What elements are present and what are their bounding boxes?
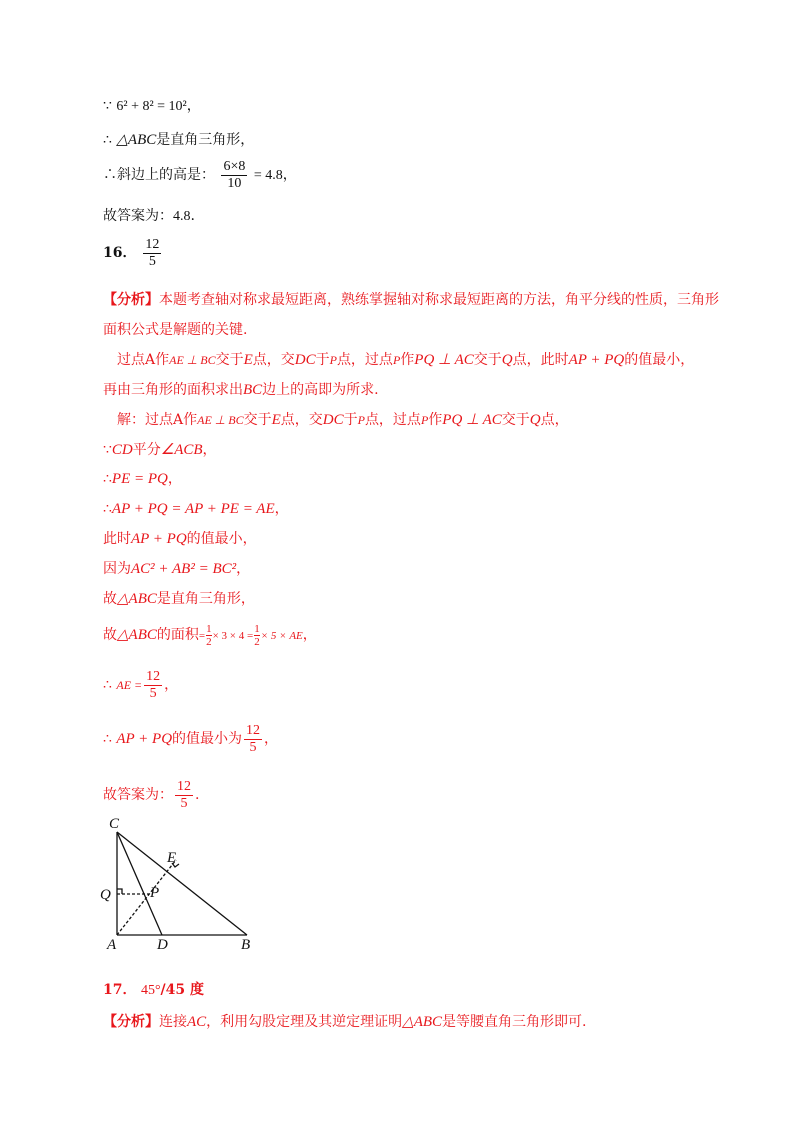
math: P [420, 413, 429, 427]
math: AC [187, 1014, 207, 1030]
text: 解：过点A作 [117, 412, 198, 428]
math: AP + PQ [568, 352, 625, 368]
math: PE = PQ [111, 471, 168, 487]
text: 交于 [473, 352, 502, 368]
text: 故答案为： [103, 208, 173, 224]
text: 的值最小为 [172, 731, 243, 747]
punct: ， [167, 471, 182, 487]
triangle-figure [95, 815, 270, 955]
denominator: 5 [249, 739, 257, 755]
therefore-symbol: ∴ [103, 167, 117, 183]
text: 面积公式是解题的关键. [103, 322, 248, 338]
label-q: Q [100, 887, 111, 903]
math: AE ⊥ BC [169, 353, 216, 367]
answer-fraction [143, 237, 161, 270]
solution-16-line-1 [117, 410, 569, 430]
math: AP + PQ [131, 531, 187, 547]
text: 是直角三角形， [156, 591, 255, 607]
text: 过点A作 [117, 352, 170, 368]
math: △ABC [117, 627, 157, 643]
punct: ， [274, 501, 289, 517]
numerator: 1 [254, 622, 260, 635]
denominator: 2 [206, 635, 212, 648]
text: 作 [400, 352, 415, 368]
text: 连接 [159, 1014, 187, 1030]
math: P [392, 353, 401, 367]
solution-16-line-8 [103, 620, 317, 651]
text: 点，交 [252, 352, 295, 368]
text: 斜边上的高是： [117, 167, 215, 183]
math: × 5 × AE [260, 630, 303, 642]
text: 于 [315, 352, 330, 368]
punct: ， [236, 561, 251, 577]
solution-16-line-6 [103, 559, 250, 579]
reason-line-1 [103, 96, 201, 117]
punct: . [190, 208, 195, 224]
math: E [271, 412, 281, 428]
text: 故答案为： [103, 787, 173, 803]
triangle-abc: △ABC [116, 132, 157, 148]
segment-cd [117, 832, 162, 935]
math: AP + PQ = AP + PE = AE [111, 501, 275, 517]
math: AP + PQ [116, 731, 173, 747]
solution-16-line-2 [103, 440, 217, 460]
punct: ， [264, 731, 279, 747]
math: BC [243, 382, 263, 398]
solution-16-line-3 [103, 469, 182, 489]
fraction [244, 723, 262, 756]
punct: ， [186, 98, 201, 114]
text: 边上的高即为所求. [262, 382, 379, 398]
answer-line [103, 206, 195, 227]
text: 是等腰直角三角形即可. [442, 1014, 587, 1030]
reason-line-3 [103, 158, 297, 193]
text: 故 [103, 627, 117, 643]
because-symbol: ∵ [103, 98, 112, 114]
denominator: 10 [227, 175, 242, 191]
text: 此时 [103, 531, 131, 547]
math: AC² + AB² = BC² [131, 561, 237, 577]
question-17 [103, 980, 204, 1001]
solution-16-line-10 [103, 722, 278, 756]
segment-ae [117, 860, 176, 935]
therefore-symbol: ∴ [103, 677, 112, 693]
text: 作 [428, 412, 443, 428]
math: Q [501, 352, 513, 368]
numerator: 12 [146, 668, 161, 684]
solution-16-line-7 [103, 589, 255, 609]
because-symbol: ∵ [103, 442, 112, 458]
math: = [198, 630, 206, 642]
math: PQ ⊥ AC [442, 412, 502, 428]
analysis-16-line-1 [103, 290, 719, 310]
solution-16-line-11 [103, 778, 199, 812]
text: 的值最小， [624, 352, 695, 368]
right-angle-mark-q [117, 889, 122, 894]
denominator: 5 [148, 253, 156, 269]
solution-16-line-4 [103, 499, 289, 519]
text: 点，交 [280, 412, 323, 428]
math: Q [529, 412, 541, 428]
text: 点，过点 [336, 352, 393, 368]
text: 故 [103, 591, 117, 607]
math: P [329, 353, 337, 367]
answer-alt: /45 度 [160, 982, 205, 998]
fraction [144, 669, 162, 702]
text: 因为 [103, 561, 131, 577]
numerator: 12 [177, 778, 191, 794]
label-e: E [167, 850, 177, 866]
text: 的面积 [156, 627, 199, 643]
punct: ， [282, 167, 297, 183]
denominator: 2 [254, 635, 260, 648]
denominator: 5 [180, 795, 188, 811]
math: × 3 × 4 = [212, 630, 254, 642]
math: PQ ⊥ AC [414, 352, 474, 368]
solution-16-line-9 [103, 668, 178, 702]
math: P [357, 413, 365, 427]
text: 于 [343, 412, 358, 428]
punct: . [195, 787, 200, 803]
segment-cb [117, 832, 247, 935]
math: AE ⊥ BC [197, 413, 244, 427]
analysis-17 [103, 1012, 587, 1032]
analysis-tag: 【分析】 [103, 1014, 159, 1030]
reason-line-2 [103, 130, 254, 150]
label-b: B [241, 937, 251, 953]
math: DC [322, 412, 344, 428]
numerator: 12 [246, 722, 261, 738]
numerator: 1 [206, 622, 212, 635]
text: 点， [540, 412, 569, 428]
numerator: 6×8 [223, 158, 246, 174]
equation: 6² + 8² = 10² [116, 99, 187, 114]
text: 平分 [132, 442, 161, 458]
text: 交于 [243, 412, 272, 428]
text: 的值最小， [186, 531, 257, 547]
math: E [243, 352, 253, 368]
text: ，利用勾股定理及其逆定理证明 [206, 1014, 403, 1030]
answer-value: 4.8 [173, 209, 191, 224]
math: DC [294, 352, 316, 368]
therefore-symbol: ∴ [103, 471, 112, 487]
question-number: 16． [103, 245, 137, 261]
analysis-16-line-2 [103, 320, 247, 340]
solution-16-line-5 [103, 529, 257, 549]
question-number: 17． [103, 982, 137, 998]
math: △ABC [117, 591, 157, 607]
fraction [175, 779, 193, 812]
denominator: 5 [149, 685, 157, 701]
label-d: D [157, 937, 168, 953]
text: 再由三角形的面积求出 [103, 382, 243, 398]
label-p: P [150, 885, 160, 901]
therefore-symbol: ∴ [103, 501, 112, 517]
half-fraction [206, 623, 212, 648]
answer-value: 45° [140, 983, 161, 998]
text: 交于 [215, 352, 244, 368]
fraction [221, 159, 247, 192]
math: AE = [116, 678, 143, 692]
text: 是直角三角形， [156, 132, 255, 148]
text: 点，过点 [364, 412, 421, 428]
text: 点，此时 [512, 352, 569, 368]
math: △ABC [402, 1014, 443, 1030]
label-a: A [107, 937, 117, 953]
analysis-16-line-4 [103, 380, 379, 400]
therefore-symbol: ∴ [103, 132, 112, 148]
text: 交于 [501, 412, 530, 428]
result: = 4.8 [253, 168, 283, 183]
math: CD [111, 442, 133, 458]
punct: ， [164, 677, 179, 693]
question-16 [103, 236, 163, 270]
analysis-16-line-3 [117, 350, 694, 370]
half-fraction [254, 623, 260, 648]
text: 本题考查轴对称求最短距离，熟练掌握轴对称求最短距离的方法，角平分线的性质，三角形 [159, 292, 719, 308]
punct: ， [302, 627, 317, 643]
punct: ， [202, 442, 217, 458]
therefore-symbol: ∴ [103, 731, 112, 747]
math: ∠ACB [160, 442, 203, 458]
label-c: C [109, 816, 120, 832]
numerator: 12 [145, 236, 160, 252]
analysis-tag: 【分析】 [103, 292, 159, 308]
